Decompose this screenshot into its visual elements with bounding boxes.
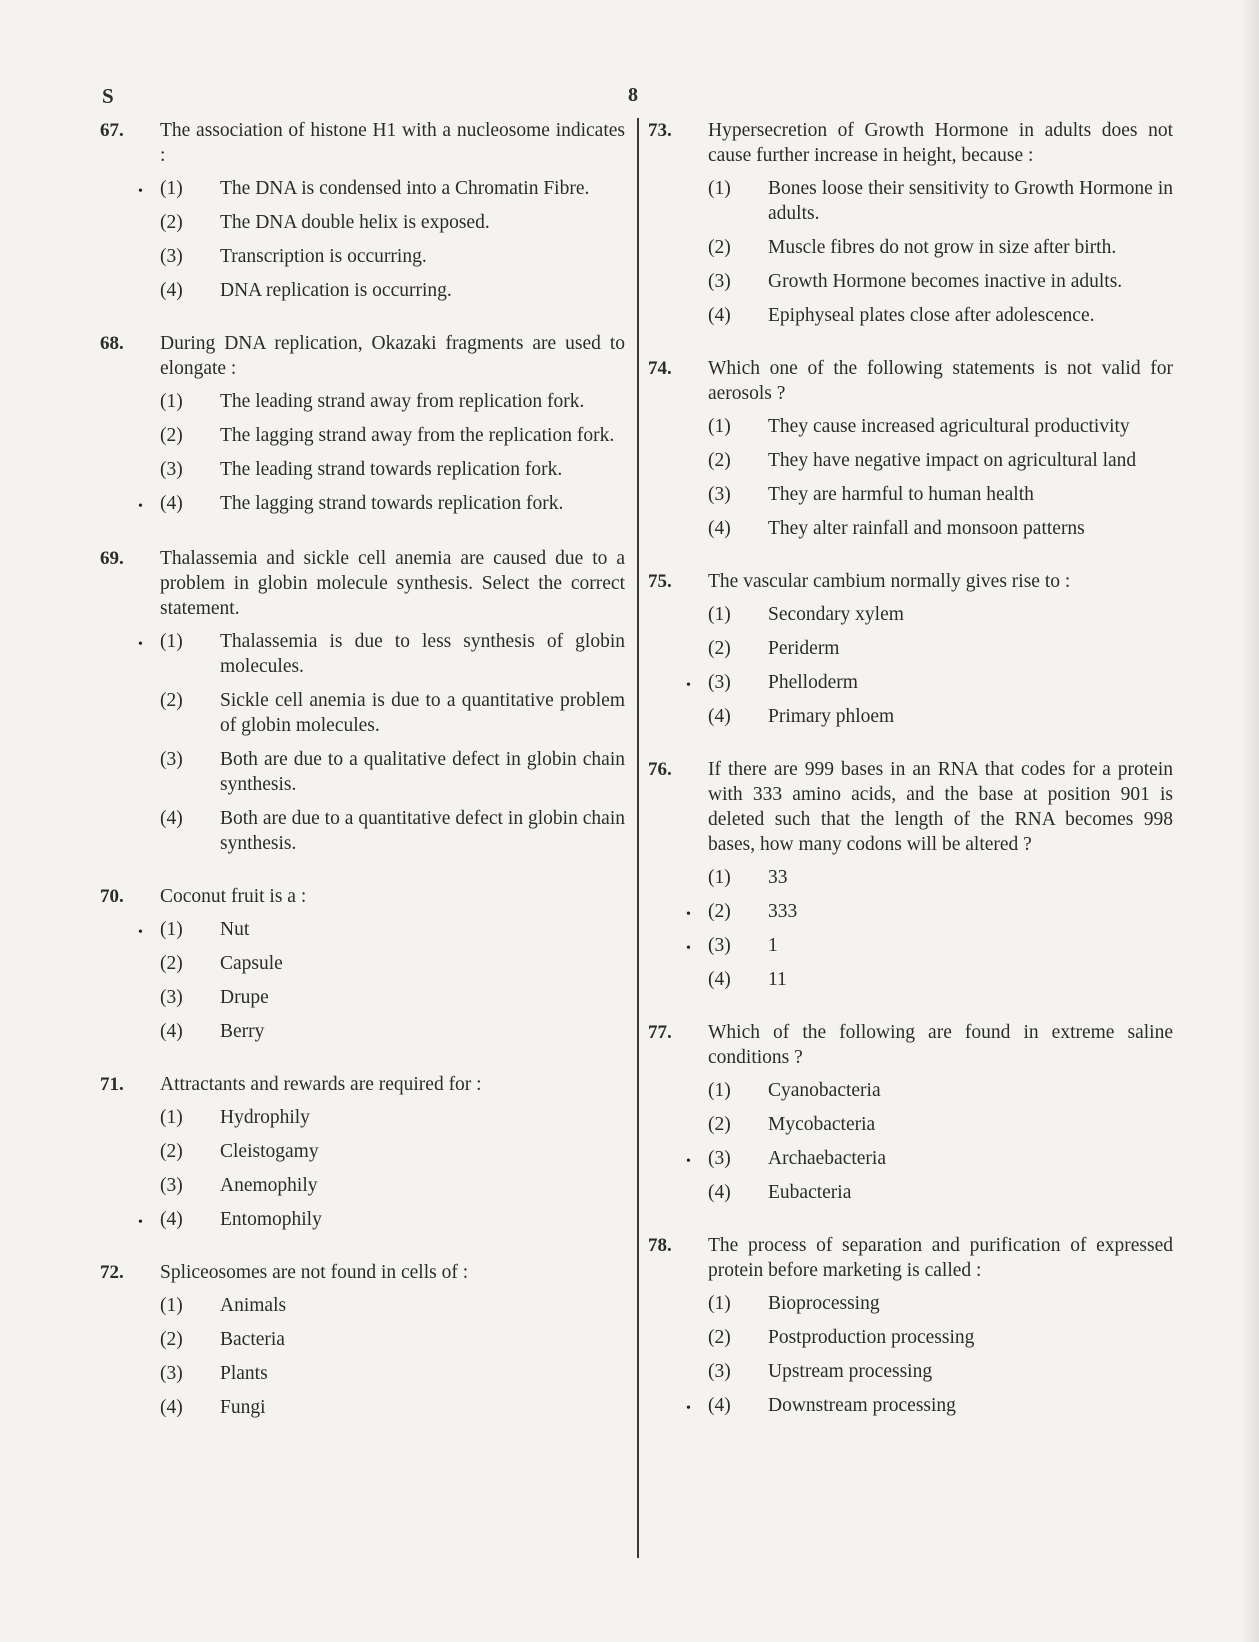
- question-number: 78.: [648, 1235, 672, 1256]
- option-number: (1): [160, 178, 183, 199]
- question-68: [100, 331, 625, 516]
- option-item: [708, 176, 1173, 226]
- option-number: (1): [708, 416, 731, 437]
- page-code: S: [102, 84, 114, 108]
- pencil-mark: •: [686, 941, 691, 956]
- option-text: Fungi: [220, 1397, 266, 1418]
- option-item: [686, 670, 1173, 695]
- option-list: [686, 1078, 1173, 1205]
- question-text: Thalassemia and sickle cell anemia are caused due to a problem in globin molecule synthesis. Select the correct statement.: [160, 548, 625, 619]
- option-list: [686, 1291, 1173, 1418]
- left-column: [100, 118, 625, 1448]
- option-number: (3): [160, 1363, 183, 1384]
- option-item: [686, 933, 1173, 958]
- option-item: [708, 967, 1173, 992]
- option-number: (2): [708, 901, 731, 922]
- question-text: Attractants and rewards are required for :: [160, 1074, 482, 1095]
- question-number: 77.: [648, 1022, 672, 1043]
- option-item: [160, 210, 625, 235]
- option-item: [708, 1180, 1173, 1205]
- option-item: [708, 482, 1173, 507]
- question-69: [100, 546, 625, 856]
- option-number: (1): [708, 1293, 731, 1314]
- option-text: Growth Hormone becomes inactive in adults.: [768, 271, 1123, 292]
- option-text: Downstream processing: [768, 1395, 956, 1416]
- option-text: The leading strand towards replication fork.: [220, 459, 563, 480]
- option-text: The leading strand away from replication fork.: [220, 391, 585, 412]
- option-item: [160, 985, 625, 1010]
- option-text: Bacteria: [220, 1329, 285, 1350]
- option-item: [160, 747, 625, 797]
- option-number: (1): [708, 604, 731, 625]
- question-73: [648, 118, 1173, 328]
- option-number: (2): [160, 212, 183, 233]
- option-text: Mycobacteria: [768, 1114, 876, 1135]
- question-text: During DNA replication, Okazaki fragments are used to elongate :: [160, 333, 625, 379]
- option-text: Archaebacteria: [768, 1148, 886, 1169]
- question-67: [100, 118, 625, 303]
- option-item: [138, 1207, 625, 1232]
- option-item: [708, 414, 1173, 439]
- option-number: (3): [708, 1148, 731, 1169]
- option-number: (3): [160, 459, 183, 480]
- option-item: [138, 491, 625, 516]
- pencil-mark: •: [686, 907, 691, 922]
- option-text: Sickle cell anemia is due to a quantitative problem of globin molecules.: [220, 690, 625, 736]
- option-number: (3): [160, 1175, 183, 1196]
- question-text: The association of histone H1 with a nucleosome indicates :: [160, 120, 625, 166]
- option-list: [686, 602, 1173, 729]
- option-text: They cause increased agricultural productivity: [768, 416, 1130, 437]
- question-76: [648, 757, 1173, 992]
- option-item: [708, 704, 1173, 729]
- option-text: The lagging strand away from the replication fork.: [220, 425, 615, 446]
- option-number: (4): [708, 1182, 731, 1203]
- option-item: [708, 1112, 1173, 1137]
- option-text: The lagging strand towards replication fork.: [220, 493, 564, 514]
- option-text: Transcription is occurring.: [220, 246, 427, 267]
- option-item: [708, 303, 1173, 328]
- option-text: Both are due to a quantitative defect in globin chain synthesis.: [220, 808, 625, 854]
- option-list: [160, 1293, 625, 1420]
- option-number: (1): [160, 919, 183, 940]
- question-text: Coconut fruit is a :: [160, 886, 307, 907]
- option-list: [138, 1105, 625, 1232]
- option-text: Drupe: [220, 987, 269, 1008]
- option-text: Phelloderm: [768, 672, 858, 693]
- option-item: [160, 244, 625, 269]
- option-text: Muscle fibres do not grow in size after birth.: [768, 237, 1117, 258]
- option-number: (2): [708, 237, 731, 258]
- option-item: [138, 629, 625, 679]
- option-item: [708, 1078, 1173, 1103]
- question-77: [648, 1020, 1173, 1205]
- option-list: [686, 865, 1173, 992]
- option-text: 333: [768, 901, 798, 922]
- option-number: (1): [160, 391, 183, 412]
- option-text: Nut: [220, 919, 250, 940]
- option-number: (4): [708, 706, 731, 727]
- pencil-mark: •: [138, 184, 143, 199]
- option-number: (2): [160, 953, 183, 974]
- question-78: [648, 1233, 1173, 1418]
- option-text: 1: [768, 935, 778, 956]
- question-text: Which one of the following statements is not valid for aerosols ?: [708, 358, 1173, 404]
- option-text: Capsule: [220, 953, 283, 974]
- question-number: 71.: [100, 1074, 124, 1095]
- option-item: [160, 1395, 625, 1420]
- option-list: [138, 917, 625, 1044]
- option-item: [138, 917, 625, 942]
- option-number: (1): [160, 1107, 183, 1128]
- option-number: (2): [708, 450, 731, 471]
- option-item: [708, 269, 1173, 294]
- option-item: [160, 951, 625, 976]
- option-number: (4): [160, 1021, 183, 1042]
- option-item: [708, 448, 1173, 473]
- question-number: 70.: [100, 886, 124, 907]
- option-item: [708, 636, 1173, 661]
- option-text: Postproduction processing: [768, 1327, 975, 1348]
- option-item: [160, 1361, 625, 1386]
- option-list: [708, 176, 1173, 328]
- option-number: (3): [708, 484, 731, 505]
- option-item: [708, 235, 1173, 260]
- question-number: 67.: [100, 120, 124, 141]
- question-text: The process of separation and purification of expressed protein before marketing is called :: [708, 1235, 1173, 1281]
- option-number: (4): [708, 305, 731, 326]
- question-71: [100, 1072, 625, 1232]
- option-number: (1): [160, 1295, 183, 1316]
- option-number: (2): [160, 425, 183, 446]
- question-number: 72.: [100, 1262, 124, 1283]
- option-item: [160, 1173, 625, 1198]
- option-text: Hydrophily: [220, 1107, 310, 1128]
- option-text: The DNA double helix is exposed.: [220, 212, 490, 233]
- question-74: [648, 356, 1173, 541]
- question-70: [100, 884, 625, 1044]
- option-number: (2): [160, 1141, 183, 1162]
- question-number: 74.: [648, 358, 672, 379]
- option-item: [708, 1291, 1173, 1316]
- option-item: [160, 806, 625, 856]
- option-text: Entomophily: [220, 1209, 322, 1230]
- option-text: Thalassemia is due to less synthesis of globin molecules.: [220, 631, 625, 677]
- option-text: Eubacteria: [768, 1182, 852, 1203]
- option-item: [686, 1393, 1173, 1418]
- question-text: Hypersecretion of Growth Hormone in adults does not cause further increase in height, because :: [708, 120, 1173, 166]
- option-text: Plants: [220, 1363, 268, 1384]
- option-number: (2): [708, 1114, 731, 1135]
- option-text: Cyanobacteria: [768, 1080, 881, 1101]
- option-text: They alter rainfall and monsoon patterns: [768, 518, 1085, 539]
- option-item: [160, 1293, 625, 1318]
- option-number: (2): [708, 1327, 731, 1348]
- option-item: [160, 457, 625, 482]
- option-number: (3): [708, 271, 731, 292]
- option-item: [160, 688, 625, 738]
- option-text: They have negative impact on agricultural land: [768, 450, 1137, 471]
- question-72: [100, 1260, 625, 1420]
- question-number: 76.: [648, 759, 672, 780]
- option-text: Both are due to a qualitative defect in globin chain synthesis.: [220, 749, 625, 795]
- option-text: Anemophily: [220, 1175, 318, 1196]
- option-number: (3): [160, 987, 183, 1008]
- option-item: [160, 1105, 625, 1130]
- option-number: (4): [708, 518, 731, 539]
- option-list: [138, 629, 625, 856]
- question-75: [648, 569, 1173, 729]
- option-number: (4): [160, 1209, 183, 1230]
- option-number: (3): [708, 935, 731, 956]
- option-text: Epiphyseal plates close after adolescence.: [768, 305, 1095, 326]
- option-item: [160, 1019, 625, 1044]
- option-item: [160, 1327, 625, 1352]
- option-item: [708, 516, 1173, 541]
- question-number: 75.: [648, 571, 672, 592]
- option-text: Animals: [220, 1295, 287, 1316]
- pencil-mark: •: [686, 1154, 691, 1169]
- pencil-mark: •: [138, 637, 143, 652]
- question-number: 68.: [100, 333, 124, 354]
- option-number: (4): [160, 493, 183, 514]
- option-item: [160, 278, 625, 303]
- option-item: [160, 423, 625, 448]
- option-number: (4): [708, 1395, 731, 1416]
- option-item: [708, 865, 1173, 890]
- option-item: [708, 1359, 1173, 1384]
- option-list: [138, 176, 625, 303]
- option-number: (3): [160, 749, 183, 770]
- option-number: (4): [708, 969, 731, 990]
- option-text: 11: [768, 969, 787, 990]
- question-text: If there are 999 bases in an RNA that codes for a protein with 333 amino acids, and the base at position 901 is deleted such that the length of the RNA becomes 998 bases, how many codons will be altered ?: [708, 759, 1173, 855]
- option-item: [160, 389, 625, 414]
- option-number: (1): [160, 631, 183, 652]
- option-item: [708, 602, 1173, 627]
- option-item: [686, 899, 1173, 924]
- option-item: [138, 176, 625, 201]
- option-number: (3): [708, 1361, 731, 1382]
- option-number: (4): [160, 280, 183, 301]
- option-text: Bioprocessing: [768, 1293, 880, 1314]
- column-divider: [637, 118, 639, 1558]
- option-number: (4): [160, 808, 183, 829]
- question-text: Spliceosomes are not found in cells of :: [160, 1262, 469, 1283]
- option-number: (2): [160, 1329, 183, 1350]
- pencil-mark: •: [138, 1215, 143, 1230]
- option-number: (2): [708, 638, 731, 659]
- option-item: [686, 1146, 1173, 1171]
- option-text: Periderm: [768, 638, 840, 659]
- option-number: (1): [708, 1080, 731, 1101]
- option-item: [708, 1325, 1173, 1350]
- option-text: Upstream processing: [768, 1361, 933, 1382]
- option-item: [160, 1139, 625, 1164]
- option-number: (4): [160, 1397, 183, 1418]
- pencil-mark: •: [686, 678, 691, 693]
- option-text: They are harmful to human health: [768, 484, 1034, 505]
- option-number: (3): [160, 246, 183, 267]
- option-number: (2): [160, 690, 183, 711]
- option-text: Cleistogamy: [220, 1141, 319, 1162]
- option-number: (1): [708, 178, 731, 199]
- question-text: The vascular cambium normally gives rise to :: [708, 571, 1071, 592]
- option-text: DNA replication is occurring.: [220, 280, 452, 301]
- question-number: 69.: [100, 548, 124, 569]
- pencil-mark: •: [138, 925, 143, 940]
- right-column: [648, 118, 1173, 1446]
- option-list: [708, 414, 1173, 541]
- page-number: 8: [628, 84, 638, 106]
- option-text: 33: [768, 867, 788, 888]
- option-list: [138, 389, 625, 516]
- option-text: Primary phloem: [768, 706, 895, 727]
- page-edge-shadow: [1241, 0, 1259, 1642]
- option-text: The DNA is condensed into a Chromatin Fibre.: [220, 178, 590, 199]
- option-text: Bones loose their sensitivity to Growth Hormone in adults.: [768, 178, 1173, 224]
- option-number: (1): [708, 867, 731, 888]
- option-number: (3): [708, 672, 731, 693]
- pencil-mark: •: [138, 499, 143, 514]
- question-number: 73.: [648, 120, 672, 141]
- question-text: Which of the following are found in extreme saline conditions ?: [708, 1022, 1173, 1068]
- option-text: Secondary xylem: [768, 604, 904, 625]
- option-text: Berry: [220, 1021, 265, 1042]
- pencil-mark: •: [686, 1401, 691, 1416]
